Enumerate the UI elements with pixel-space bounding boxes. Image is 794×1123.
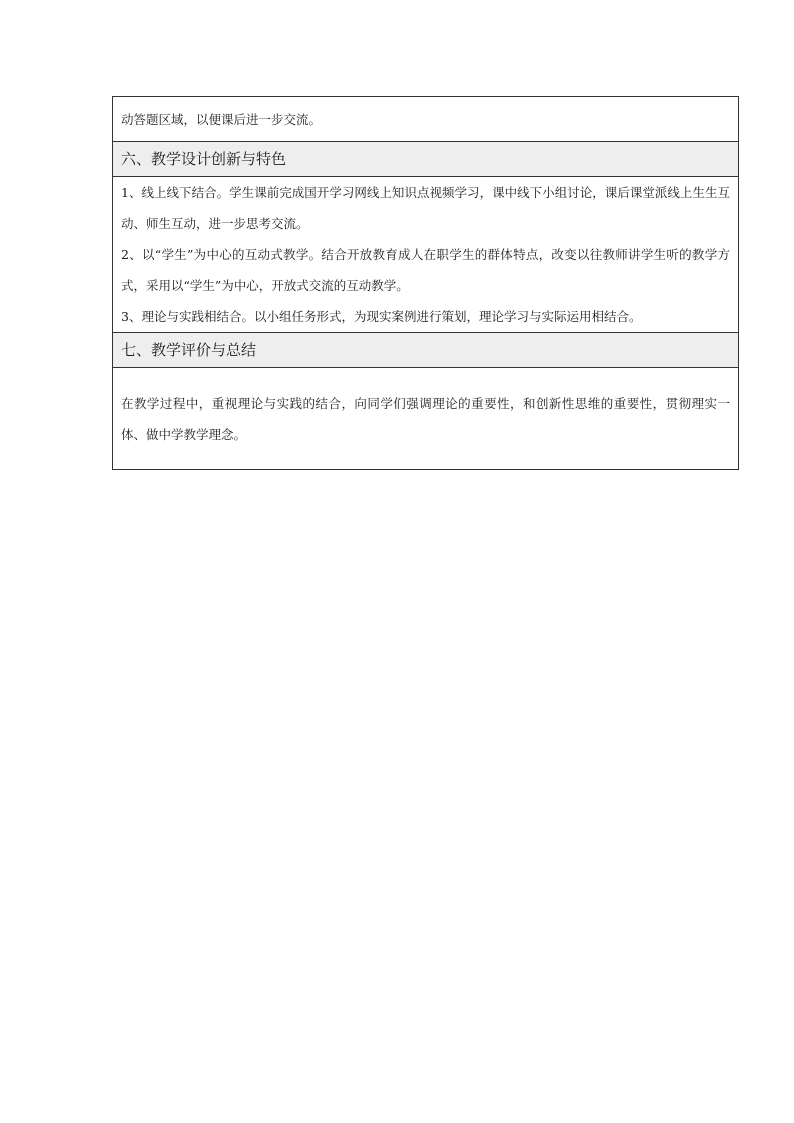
feature-item-1: 1、线上线下结合。学生课前完成国开学习网线上知识点视频学习，课中线下小组讨论，课后课堂派线上生生互动、师生互动，进一步思考交流。 [121,185,730,231]
section7-body-row [113,368,739,470]
feature-item-3: 3、理论与实践相结合。以小组任务形式，为现实案例进行策划，理论学习与实际运用相结合。 [121,309,642,324]
summary-text: 在教学过程中，重视理论与实践的结合，向同学们强调理论的重要性，和创新性思维的重要性，贯彻理实一体、做中学教学理念。 [121,395,730,442]
continued-text: 动答题区域，以便课后进一步交流。 [113,97,739,142]
section6-body-row [113,177,739,333]
section6-body [113,177,739,333]
section7-body [113,368,739,470]
section6-header-row [113,142,739,177]
continued-row [113,97,739,142]
section6-title: 六、教学设计创新与特色 [113,142,739,177]
section7-title: 七、教学评价与总结 [113,333,739,368]
feature-item-2: 2、以“学生”为中心的互动式教学。结合开放教育成人在职学生的群体特点，改变以往教师讲学生听的教学方式，采用以“学生”为中心，开放式交流的互动教学。 [121,247,730,293]
section7-header-row [113,333,739,368]
lesson-plan-table [112,96,739,470]
